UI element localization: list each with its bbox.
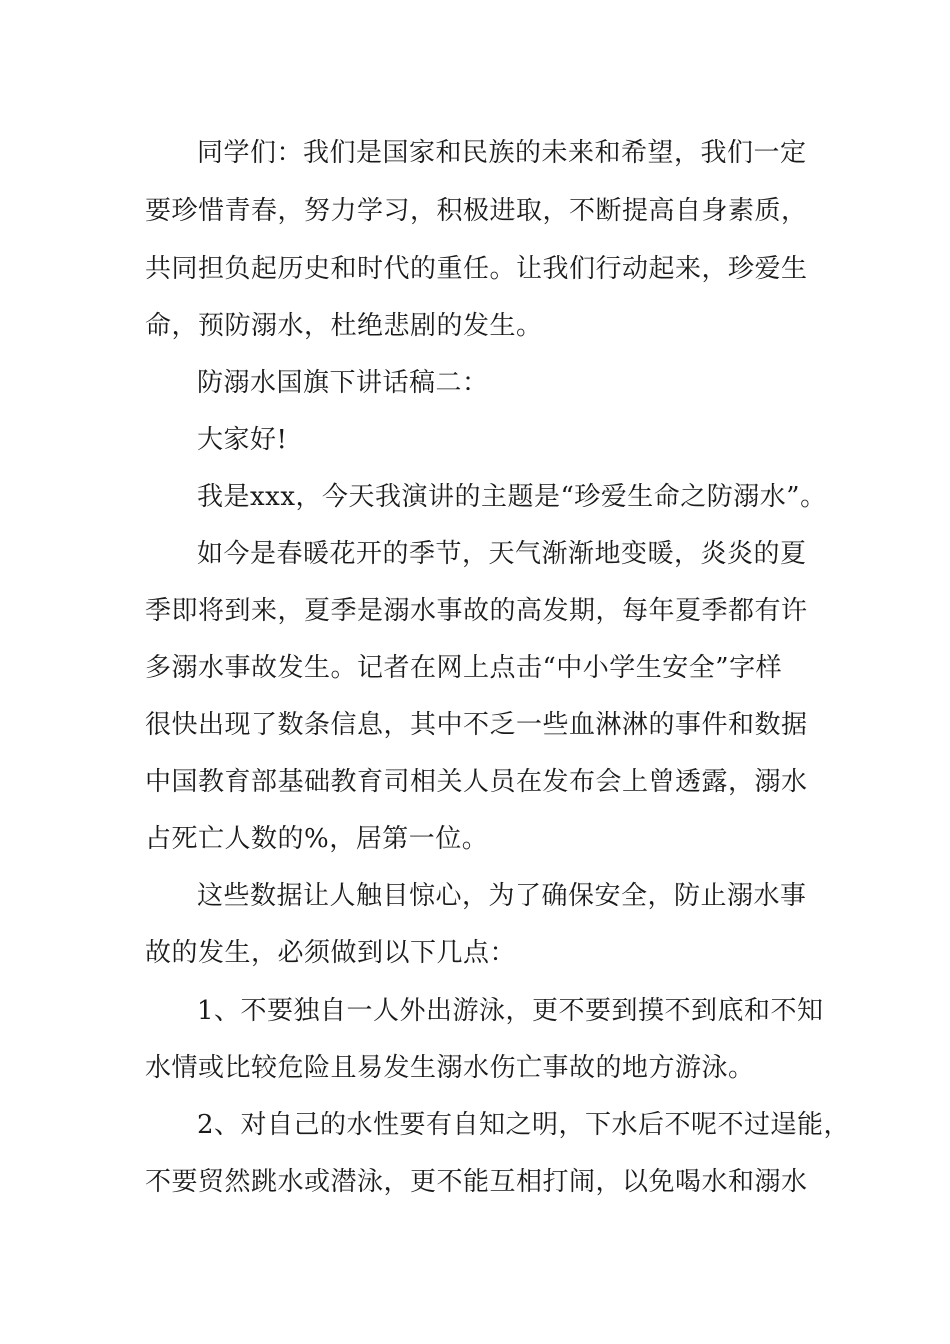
- list-item-line: 2、对自己的水性要有自知之明，下水后不呢不过逞能，: [197, 1110, 851, 1140]
- paragraph-line: 占死亡人数的%，居第一位。: [145, 824, 489, 854]
- paragraph-line: 如今是春暖花开的季节，天气渐渐地变暖，炎炎的夏: [197, 539, 807, 569]
- paragraph-line: 中国教育部基础教育司相关人员在发布会上曾透露，溺水: [145, 767, 808, 797]
- paragraph-line: 要珍惜青春，努力学习，积极进取，不断提高自身素质，: [145, 196, 808, 226]
- paragraph-line: 命，预防溺水，杜绝悲剧的发生。: [145, 311, 543, 341]
- paragraph-line: 共同担负起历史和时代的重任。让我们行动起来，珍爱生: [145, 254, 808, 284]
- list-item-line: 不要贸然跳水或潜泳，更不能互相打闹，以免喝水和溺水: [145, 1167, 808, 1197]
- paragraph-line: 多溺水事故发生。记者在网上点击“中小学生安全”字样: [145, 653, 783, 683]
- paragraph-line: 同学们：我们是国家和民族的未来和希望，我们一定: [197, 138, 807, 168]
- list-item-line: 1、不要独自一人外出游泳，更不要到摸不到底和不知: [197, 996, 824, 1026]
- paragraph-line: 很快出现了数条信息，其中不乏一些血淋淋的事件和数据: [145, 710, 808, 740]
- paragraph-line: 这些数据让人触目惊心，为了确保安全，防止溺水事: [197, 881, 807, 911]
- section-heading: 防溺水国旗下讲话稿二：: [197, 368, 489, 398]
- greeting-line: 大家好!: [197, 425, 288, 455]
- paragraph-line: 季即将到来，夏季是溺水事故的高发期，每年夏季都有许: [145, 596, 808, 626]
- paragraph-line: 我是xxx，今天我演讲的主题是“珍爱生命之防溺水”。: [197, 482, 827, 512]
- list-item-line: 水情或比较危险且易发生溺水伤亡事故的地方游泳。: [145, 1053, 755, 1083]
- paragraph-line: 故的发生，必须做到以下几点：: [145, 938, 517, 968]
